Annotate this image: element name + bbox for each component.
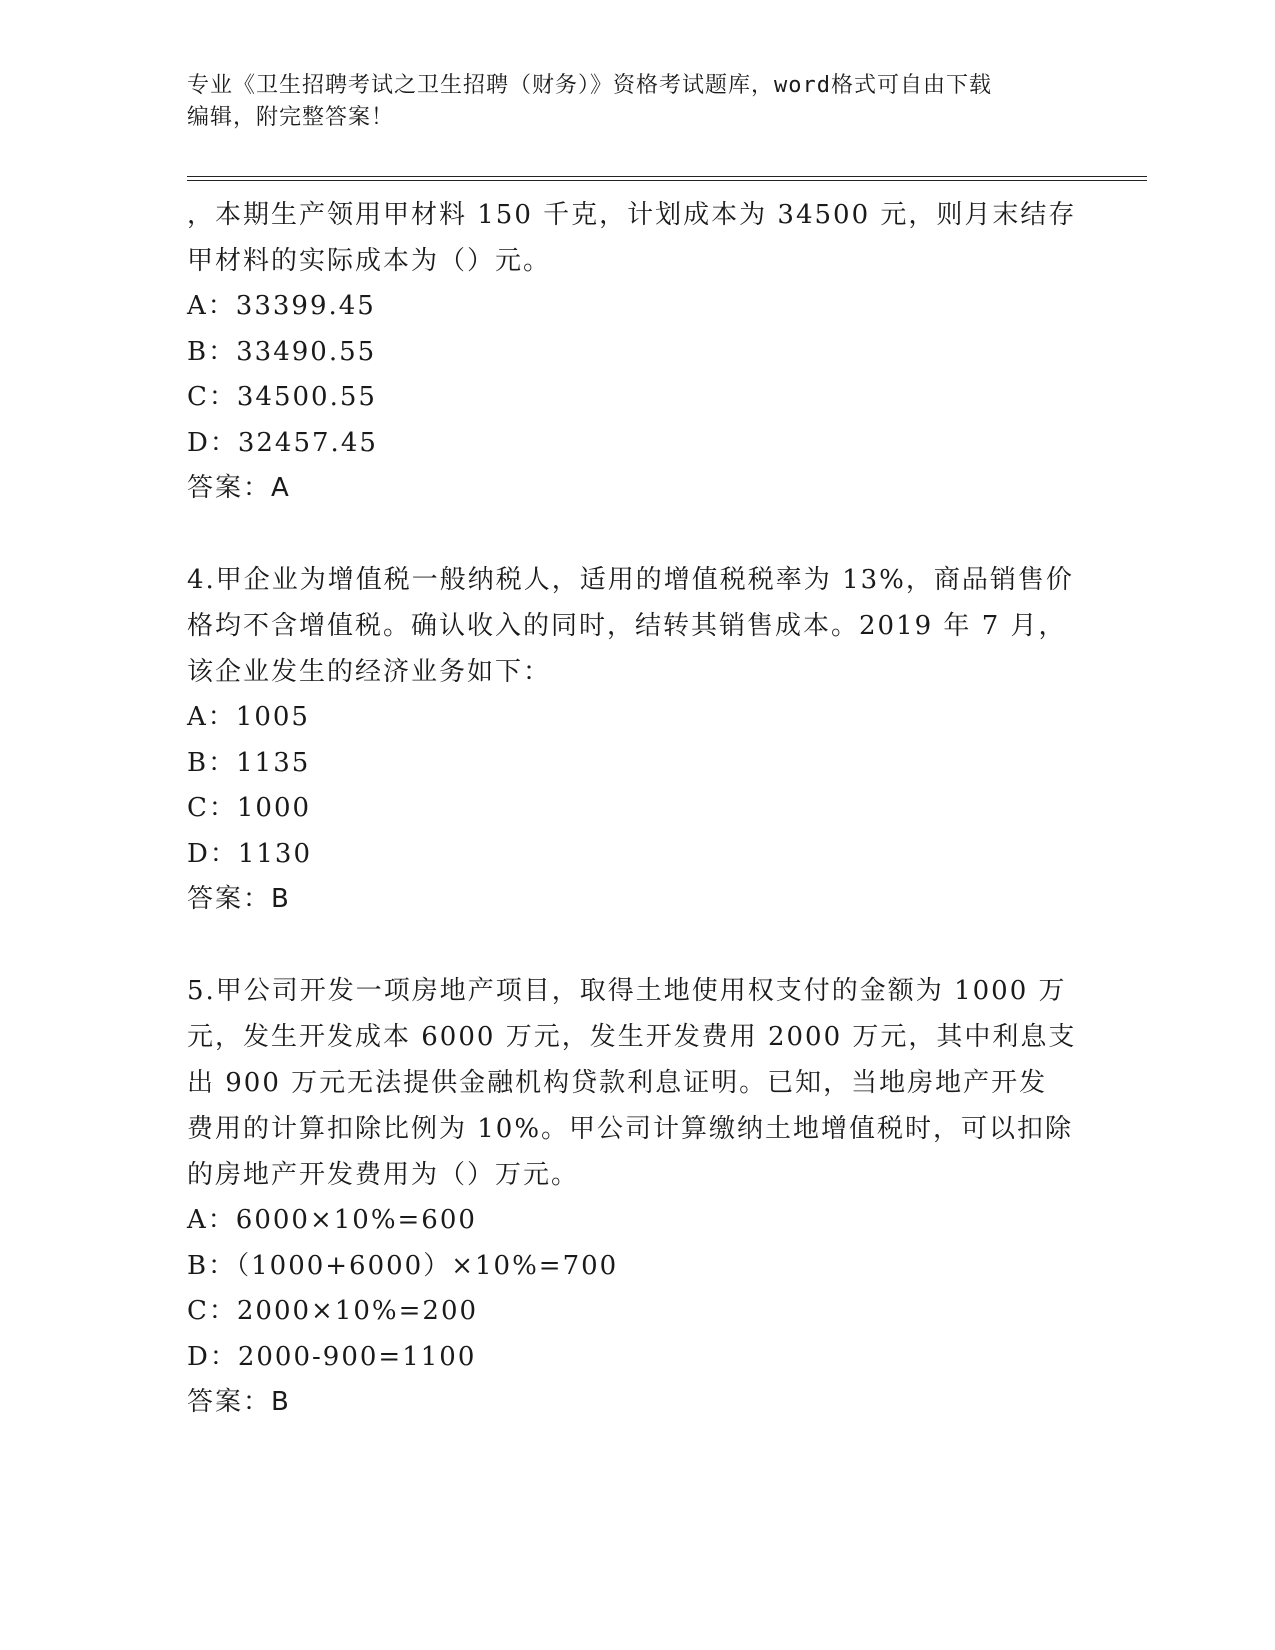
question-text-line: 费用的计算扣除比例为 10%。甲公司计算缴纳土地增值税时，可以扣除: [187, 1114, 1074, 1144]
option-a: A：6000×10%=600: [187, 1205, 477, 1235]
question-text-line: 出 900 万元无法提供金融机构贷款利息证明。已知，当地房地产开发: [187, 1068, 1048, 1098]
question-block: [187, 192, 1087, 511]
question-text-line: 元，发生开发成本 6000 万元，发生开发费用 2000 万元，其中利息支: [187, 1022, 1077, 1052]
header-divider: [187, 176, 1147, 181]
question-text-line: 该企业发生的经济业务如下：: [187, 657, 552, 687]
option-c: C：1000: [187, 793, 312, 823]
question-text-line: 5.甲公司开发一项房地产项目，取得土地使用权支付的金额为 1000 万: [187, 976, 1067, 1006]
option-a: A：1005: [187, 702, 310, 732]
question-text-line: 格均不含增值税。确认收入的同时，结转其销售成本。2019 年 7 月，: [187, 611, 1067, 641]
question-text-line: ，本期生产领用甲材料 150 千克，计划成本为 34500 元，则月末结存: [187, 200, 1077, 230]
document-header: [187, 70, 1087, 134]
question-list: [187, 192, 1087, 1425]
option-b: B：33490.55: [187, 336, 377, 367]
option-c: C：34500.55: [187, 382, 377, 412]
option-a: A：33399.45: [187, 291, 376, 321]
header-line-1: 专业《卫生招聘考试之卫生招聘（财务）》资格考试题库，word格式可自由下载: [187, 73, 992, 98]
question-text-line: 的房地产开发费用为（）万元。: [187, 1160, 580, 1190]
spacer: [187, 922, 1087, 968]
spacer: [187, 511, 1087, 557]
option-c: C：2000×10%=200: [187, 1296, 479, 1326]
option-d: D：32457.45: [187, 427, 378, 458]
question-text-line: 4.甲企业为增值税一般纳税人，适用的增值税税率为 13%，商品销售价: [187, 565, 1074, 595]
question-block: [187, 968, 1087, 1425]
answer: 答案：B: [187, 1387, 291, 1417]
answer: 答案：B: [187, 884, 291, 914]
option-b: B：1135: [187, 747, 311, 778]
question-text-line: 甲材料的实际成本为（）元。: [187, 246, 552, 276]
option-b: B：（1000+6000）×10%=700: [187, 1250, 619, 1281]
question-block: [187, 557, 1087, 922]
answer: 答案：A: [187, 473, 291, 503]
option-d: D：2000-900=1100: [187, 1341, 477, 1372]
header-line-2: 编辑，附完整答案！: [187, 105, 395, 130]
option-d: D：1130: [187, 838, 313, 869]
